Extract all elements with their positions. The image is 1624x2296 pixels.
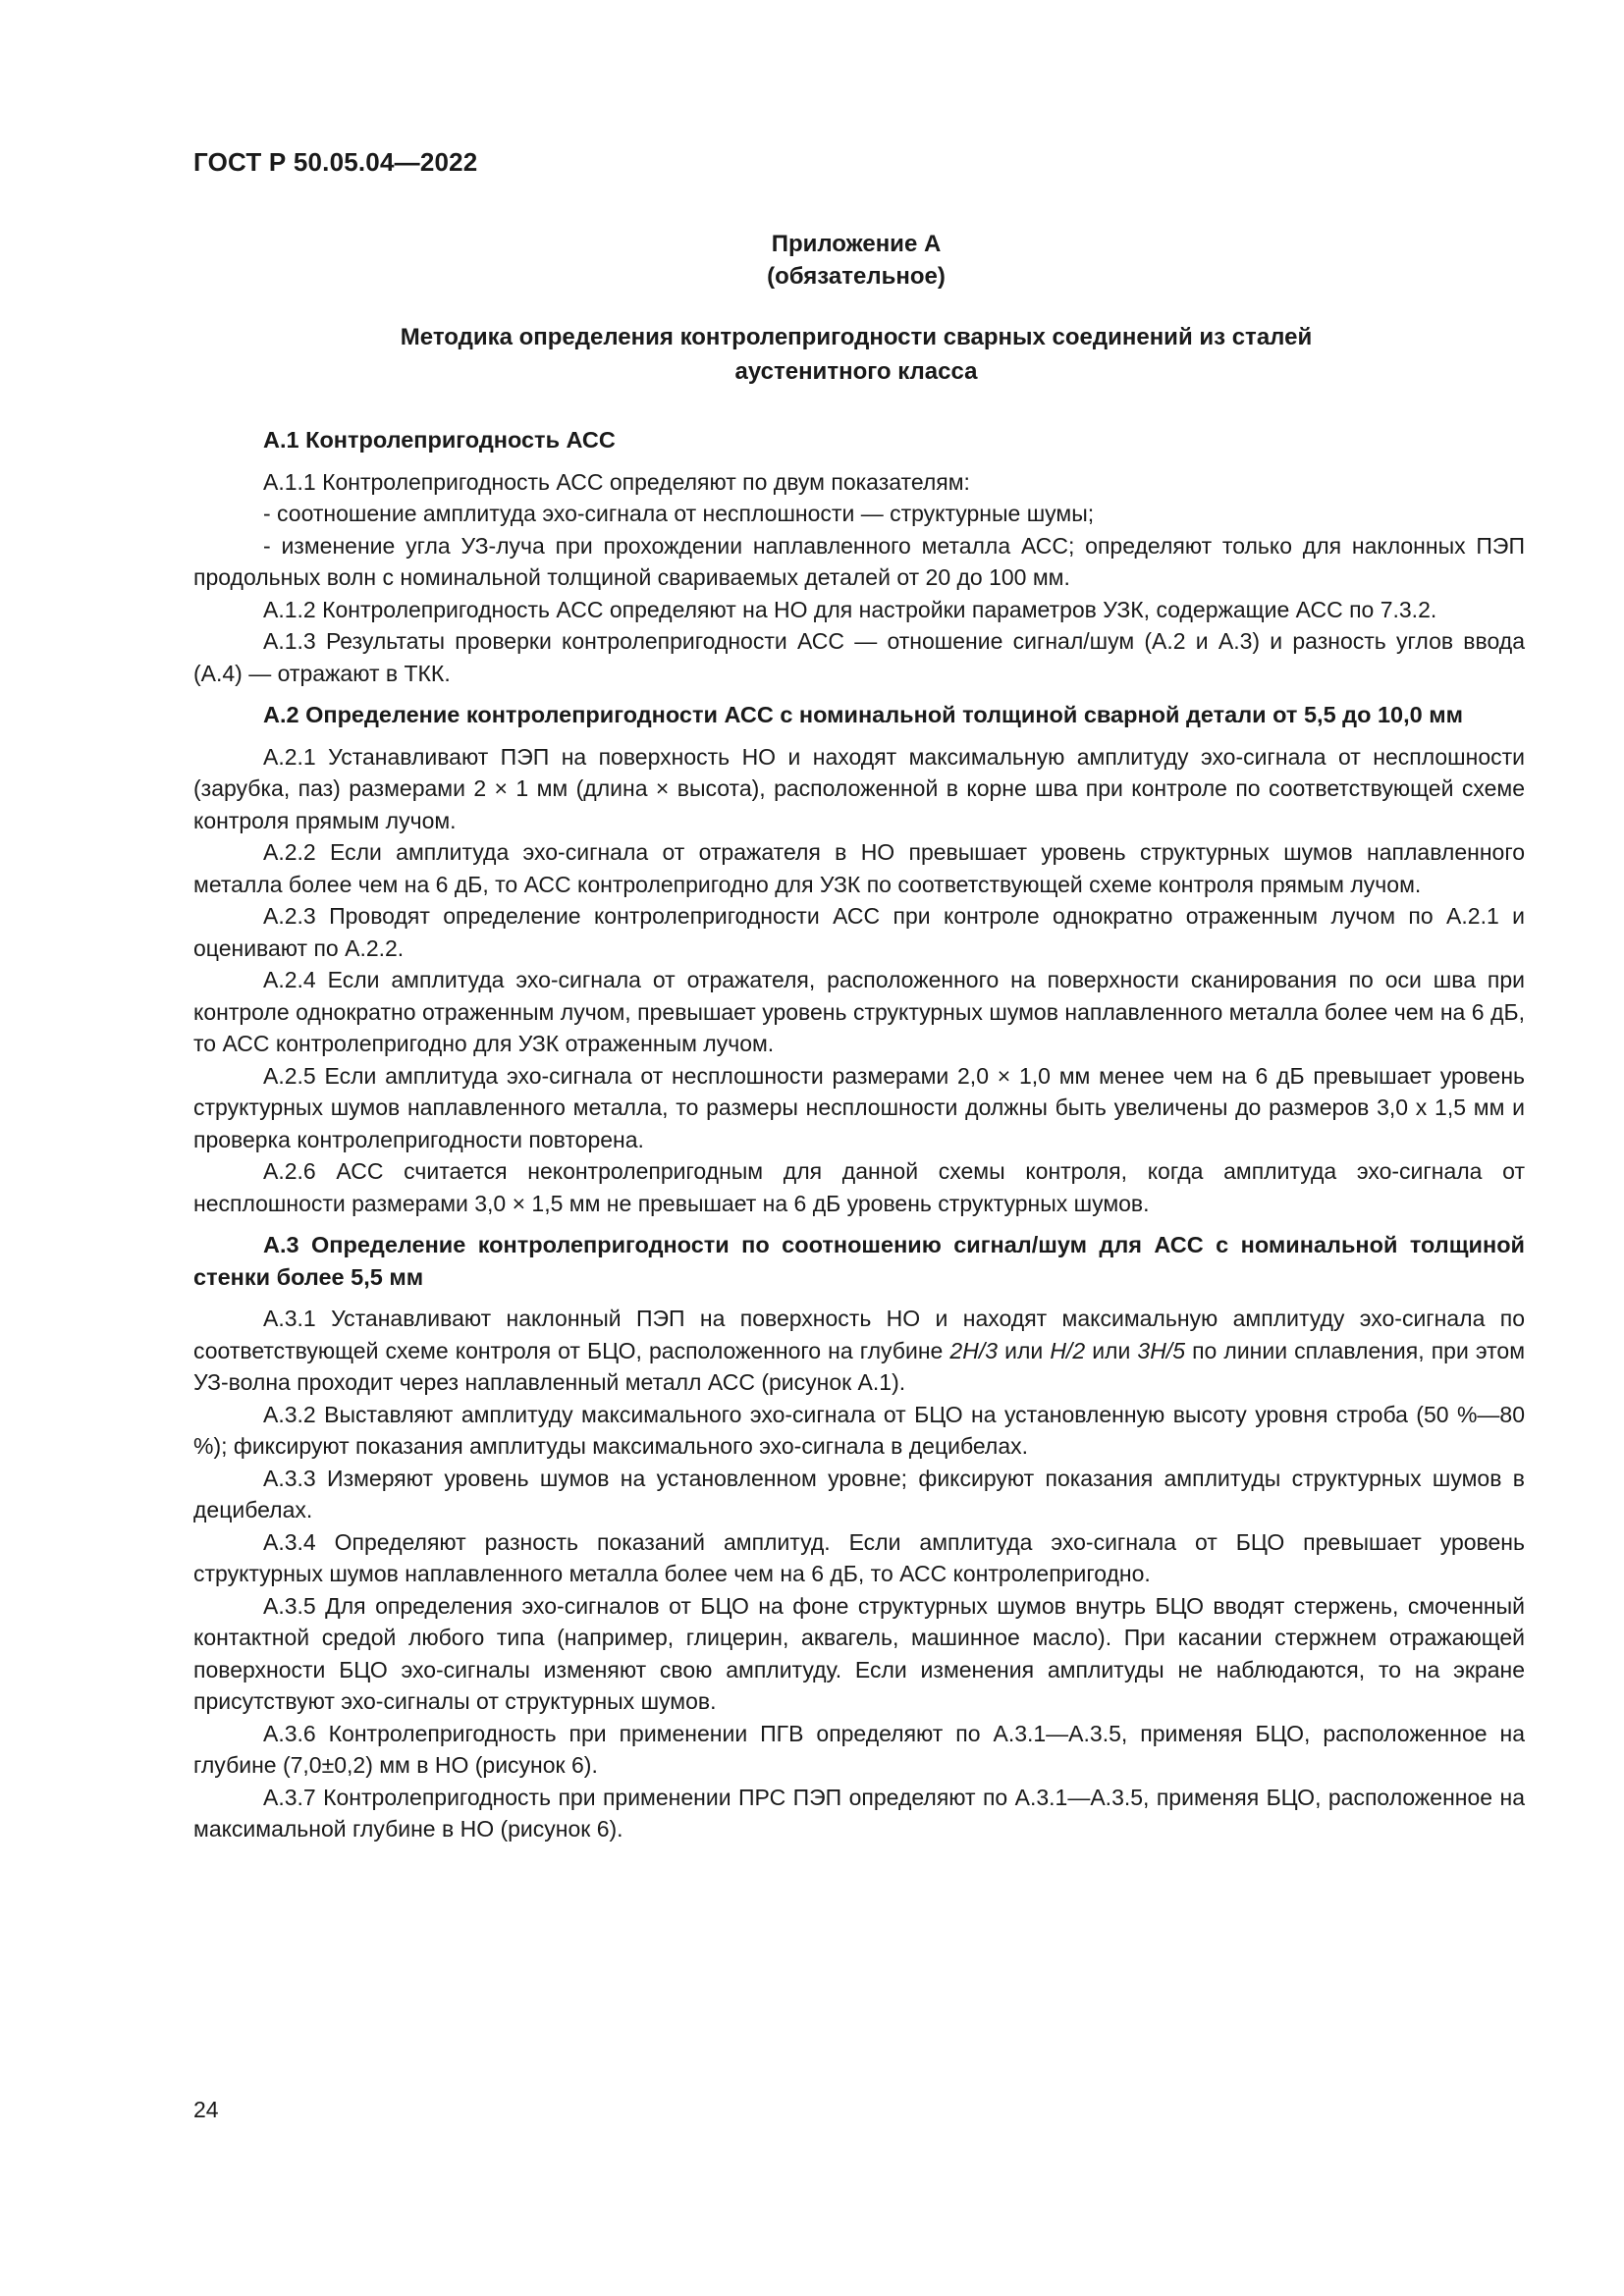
page-number: 24 xyxy=(193,2097,219,2122)
paragraph-a3-1 xyxy=(193,1303,1525,1399)
list-item-a1-2: - изменение угла УЗ-луча при прохождении наплавленного металла АСС; определяют только для наклонных ПЭП продольных волн с номинальной толщиной свариваемых деталей от 20 до 100 мм. xyxy=(193,532,1525,590)
section-heading-a1: А.1 Контролепригодность АСС xyxy=(263,427,616,453)
annex-title-line2: аустенитного класса xyxy=(734,358,978,385)
paragraph-a3-6: А.3.6 Контролепригодность при применении ПГВ определяют по А.3.1—А.3.5, применяя БЦО, расположенное на глубине (7,0±0,2) мм в НО (рисунок 6). xyxy=(193,1720,1525,1778)
document-code: ГОСТ Р 50.05.04—2022 xyxy=(193,147,478,177)
paragraph-a2-6: А.2.6 АСС считается неконтролепригодным для данной схемы контроля, когда амплитуда эхо-сигнала от несплошности размерами 3,0 × 1,5 мм не превышает на 6 дБ уровень структурных шумов. xyxy=(193,1158,1525,1216)
depth-2h3: 2Н/3 xyxy=(949,1337,999,1363)
paragraph-a1-2: А.1.2 Контролепригодность АСС определяют на НО для настройки параметров УЗК, содержащие АСС по 7.3.2. xyxy=(263,596,1437,622)
paragraph-a1-3: А.1.3 Результаты проверки контролепригодности АСС — отношение сигнал/шум (А.2 и А.3) и разность углов ввода (А.4) — отражают в ТКК. xyxy=(193,628,1525,686)
paragraph-a3-3: А.3.3 Измеряют уровень шумов на установленном уровне; фиксируют показания амплитуды структурных шумов в децибелах. xyxy=(193,1465,1525,1522)
paragraph-a2-3: А.2.3 Проводят определение контролепригодности АСС при контроле однократно отраженным лучом по А.2.1 и оценивают по А.2.2. xyxy=(193,903,1525,961)
depth-h2: Н/2 xyxy=(1050,1337,1086,1363)
paragraph-a3-7: А.3.7 Контролепригодность при применении ПРС ПЭП определяют по А.3.1—А.3.5, применяя БЦО, расположенное на максимальной глубине в НО (рисунок 6). xyxy=(193,1784,1525,1842)
annex-title-line1: Методика определения контролепригодности сварных соединений из сталей xyxy=(400,324,1313,350)
section-heading-a3: А.3 Определение контролепригодности по соотношению сигнал/шум для АСС с номинальной толщиной стенки более 5,5 мм xyxy=(193,1232,1525,1290)
depth-3h5: 3Н/5 xyxy=(1137,1337,1185,1363)
document-body xyxy=(193,424,1525,1845)
or-word-2: или xyxy=(1085,1337,1138,1363)
paragraph-a3-4: А.3.4 Определяют разность показаний амплитуд. Если амплитуда эхо-сигнала от БЦО превышает уровень структурных шумов наплавленного металла более чем на 6 дБ, то АСС контролепригодно. xyxy=(193,1528,1525,1586)
annex-label-block xyxy=(193,228,1519,293)
paragraph-a2-4: А.2.4 Если амплитуда эхо-сигнала от отражателя, расположенного на поверхности сканирования по оси шва при контроле однократно отраженным лучом, превышает уровень структурных шумов наплавленного металла более чем на 6 дБ, то АСС контролепригодно для УЗК отраженным лучом. xyxy=(193,967,1525,1056)
paragraph-a2-2: А.2.2 Если амплитуда эхо-сигнала от отражателя в НО превышает уровень структурных шумов наплавленного металла более чем на 6 дБ, то АСС контролепригодно для УЗК по соответствующей схеме контроля прямым лучом. xyxy=(193,839,1525,897)
annex-title xyxy=(193,320,1519,389)
paragraph-a1-1: А.1.1 Контролепригодность АСС определяют по двум показателям: xyxy=(263,468,970,495)
or-word-1: или xyxy=(998,1337,1051,1363)
section-heading-a2: А.2 Определение контролепригодности АСС с номинальной толщиной сварной детали от 5,5 до 10,0 мм xyxy=(263,702,1463,727)
annex-status: (обязательное) xyxy=(767,263,946,290)
list-item-a1-1: - соотношение амплитуда эхо-сигнала от несплошности — структурные шумы; xyxy=(263,501,1095,526)
paragraph-a2-1: А.2.1 Устанавливают ПЭП на поверхность НО и находят максимальную амплитуду эхо-сигнала от несплошности (зарубка, паз) размерами 2 × 1 мм (длина × высота), расположенной в корне шва при контроле по соответствующей схеме контроля прямым лучом. xyxy=(193,743,1525,833)
annex-label: Приложение А xyxy=(771,231,942,257)
paragraph-a2-5: А.2.5 Если амплитуда эхо-сигнала от несплошности размерами 2,0 × 1,0 мм менее чем на 6 дБ превышает уровень структурных шумов наплавленного металла, то размеры несплошности должны быть увеличены до размеров 3,0 х 1,5 мм и проверка контролепригодности повторена. xyxy=(193,1062,1525,1152)
paragraph-a3-5: А.3.5 Для определения эхо-сигналов от БЦО на фоне структурных шумов внутрь БЦО вводят стержень, смоченный контактной средой любого типа (например, глицерин, аквагель, машинное масло). При касании стержнем отражающей поверхности БЦО эхо-сигналы изменяют свою амплитуду. Если изменения амплитуды не наблюдаются, то на экране присутствуют эхо-сигналы от структурных шумов. xyxy=(193,1592,1525,1714)
paragraph-a3-1-start: А.3.1 Устанавливают наклонный ПЭП на поверхность НО и находят максимальную амплитуду эхо-сигнала по соответствующей схеме контроля от БЦО, расположенного на глубине xyxy=(193,1306,1525,1363)
paragraph-a3-1-end: по линии сплавления, при этом УЗ-волна проходит через наплавленный металл АСС (рисунок А.1). xyxy=(193,1337,1526,1395)
paragraph-a3-2: А.3.2 Выставляют амплитуду максимального эхо-сигнала от БЦО на установленную высоту уровня строба (50 %—80 %); фиксируют показания амплитуды максимального эхо-сигнала в децибелах. xyxy=(193,1401,1525,1459)
